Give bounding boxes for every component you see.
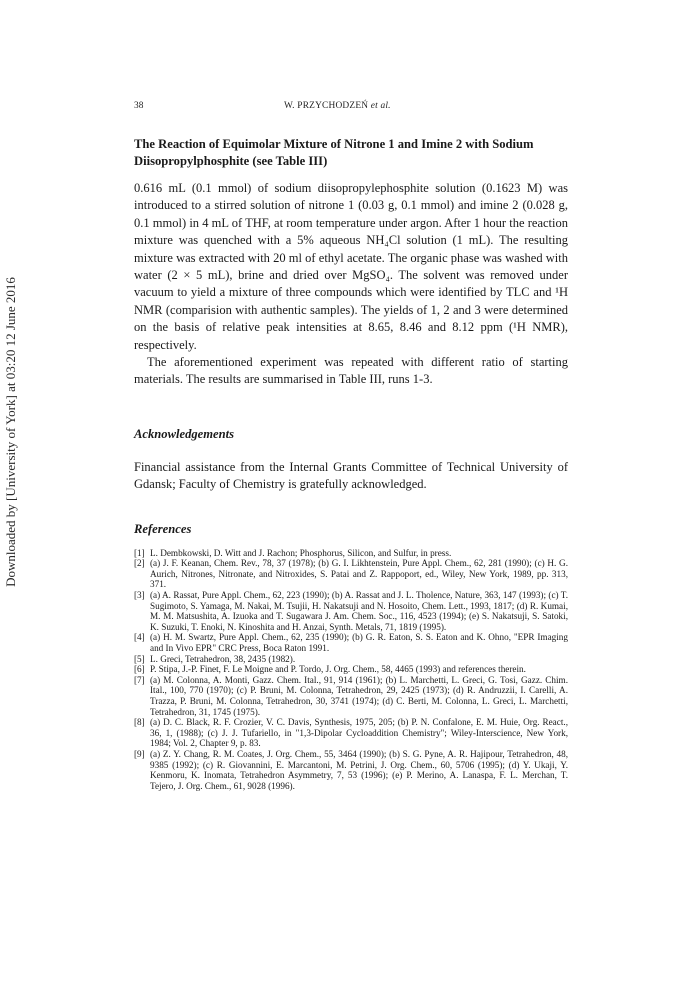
running-head-authors: W. PRZYCHODZEŃ <box>284 101 369 111</box>
reference-number: [9] <box>134 748 145 759</box>
reference-number: [7] <box>134 674 145 685</box>
reference-text: (a) J. F. Keanan, Chem. Rev., 78, 37 (1978); (b) G. I. Likhtenstein, Pure Appl. Chem., 62, 281 (1990); (c) H. G. Aurich, Nitrones, Nitronate, and Nitroxides, S. Patai and Z. Rappoport, ed., Wiley, New York, 1989, pp. 313, 371. <box>150 558 568 590</box>
reference-text: P. Stipa, J.-P. Finet, F. Le Moigne and P. Tordo, J. Org. Chem., 58, 4465 (1993) and references therein. <box>150 664 526 675</box>
reference-text: L. Dembkowski, D. Witt and J. Rachon; Phosphorus, Silicon, and Sulfur, in press. <box>150 547 452 558</box>
running-head-et-al: et al. <box>370 101 391 111</box>
reference-list <box>134 548 568 792</box>
reference-item <box>134 632 568 653</box>
reference-number: [3] <box>134 590 145 601</box>
download-watermark <box>3 222 19 642</box>
references-heading: References <box>134 521 192 536</box>
section-title: The Reaction of Equimolar Mixture of Nitrone 1 and Imine 2 with Sodium Diisopropylphosphite (see Table III) <box>134 137 534 168</box>
reference-item <box>134 749 568 791</box>
reference-number: [8] <box>134 717 145 728</box>
main-content <box>134 136 568 791</box>
reference-item <box>134 590 568 632</box>
reference-number: [5] <box>134 653 145 664</box>
acknowledgements-heading: Acknowledgements <box>134 426 235 441</box>
acknowledgements-text: Financial assistance from the Internal Grants Committee of Technical University of Gdansk; Faculty of Chemistry is gratefully acknowledged. <box>134 459 568 492</box>
reference-text: (a) D. C. Black, R. F. Crozier, V. C. Davis, Synthesis, 1975, 205; (b) P. N. Confalone, E. M. Huie, Org. React., 36, 1, (1988); (c) J. J. Tufariello, in "1,3-Dipolar Cycloaddition Chemistry"; Wiley-Interscience, New York, 1984; Vol. 2, Chapter 9, p. 83. <box>150 717 568 749</box>
experimental-paragraph-2: The aforementioned experiment was repeated with different ratio of starting materials. The results are summarised in Table III, runs 1-3. <box>134 355 568 387</box>
reference-item <box>134 654 568 665</box>
reference-text: (a) M. Colonna, A. Monti, Gazz. Chem. Ital., 91, 914 (1961); (b) L. Marchetti, L. Greci, G. Tosi, Gazz. Chim. Ital., 100, 770 (1970); (c) P. Bruni, M. Colonna, Tetrahedron, 29, 2425 (1973); (d) R. Andruzzii, I. Carelli, A. Trazza, P. Bruni, M. Colonna, Tetrahedron, 30, 3741 (1974); (d) C. Berti, M. Colonna, L. Greci, L. Marchetti, Tetrahedron, 31, 1745 (1975). <box>150 674 568 717</box>
running-header <box>134 101 566 115</box>
download-watermark-text: Downloaded by [University of York] at 03:20 12 June 2016 <box>3 277 18 587</box>
reference-number: [2] <box>134 558 145 569</box>
running-head <box>284 101 391 111</box>
experimental-paragraph: 0.616 mL (0.1 mmol) of sodium diisopropylephosphite solution (0.1623 M) was introduced to a stirred solution of nitrone 1 (0.03 g, 0.1 mmol) and imine 2 (0.028 g, 0.1 mmol) in 4 mL of THF, at room temperature under argon. After 1 hour the reaction mixture was quenched with a 5% aqueous NH₄Cl solution (1 mL). The resulting mixture was extracted with 20 ml of ethyl acetate. The organic phase was washed with water (2 × 5 mL), brine and dried over MgSO₄. The solvent was removed under vacuum to yield a mixture of three compounds which were identified by TLC and ¹H NMR (comparision with authentic samples). The yields of 1, 2 and 3 were determined on the basis of relative peak intensities at 8.65, 8.46 and 8.12 ppm (¹H NMR), respectively. <box>134 181 568 352</box>
reference-number: [4] <box>134 632 145 643</box>
reference-item <box>134 717 568 749</box>
reference-number: [6] <box>134 664 145 675</box>
reference-item <box>134 558 568 590</box>
reference-item <box>134 675 568 717</box>
reference-text: (a) Z. Y. Chang, R. M. Coates, J. Org. Chem., 55, 3464 (1990); (b) S. G. Pyne, A. R. Hajipour, Tetrahedron, 48, 9385 (1992); (c) R. Giovannini, E. Marcantoni, M. Petrini, J. Org. Chem., 60, 5706 (1995); (d) Y. Ukaji, Y. Kenmoru, K. Inomata, Tetrahedron Asymmetry, 7, 53 (1996); (e) P. Merino, A. Lanaspa, F. L. Merchan, T. Tejero, J. Org. Chem., 61, 9028 (1996). <box>150 748 568 791</box>
reference-number: [1] <box>134 547 145 558</box>
reference-text: (a) H. M. Swartz, Pure Appl. Chem., 62, 235 (1990); (b) G. R. Eaton, S. S. Eaton and K. Ohno, "EPR Imaging and In Vivo EPR" CRC Press, Boca Raton 1991. <box>150 632 568 654</box>
reference-item <box>134 548 568 559</box>
reference-text: (a) A. Rassat, Pure Appl. Chem., 62, 223 (1990); (b) A. Rassat and J. L. Tholence, Nature, 363, 147 (1993); (c) T. Sugimoto, S. Yamaga, M. Nakai, M. Tsujii, H. Nakatsuji and N. Hosoito, Chem. Lett., 1993, 1817; (d) R. Kumai, M. M. Matsushita, A. Izuoka and T. Sugawara J. Am. Chem. Soc., 116, 4523 (1994); (e) S. Nakatsuji, S. Satoki, K. Suzuki, T. Enoki, N. Kinoshita and H. Anzai, Synth. Metals, 71, 1819 (1995). <box>150 590 568 632</box>
page-number: 38 <box>134 101 144 111</box>
reference-item <box>134 664 568 675</box>
reference-text: L. Greci, Tetrahedron, 38, 2435 (1982). <box>150 653 296 664</box>
